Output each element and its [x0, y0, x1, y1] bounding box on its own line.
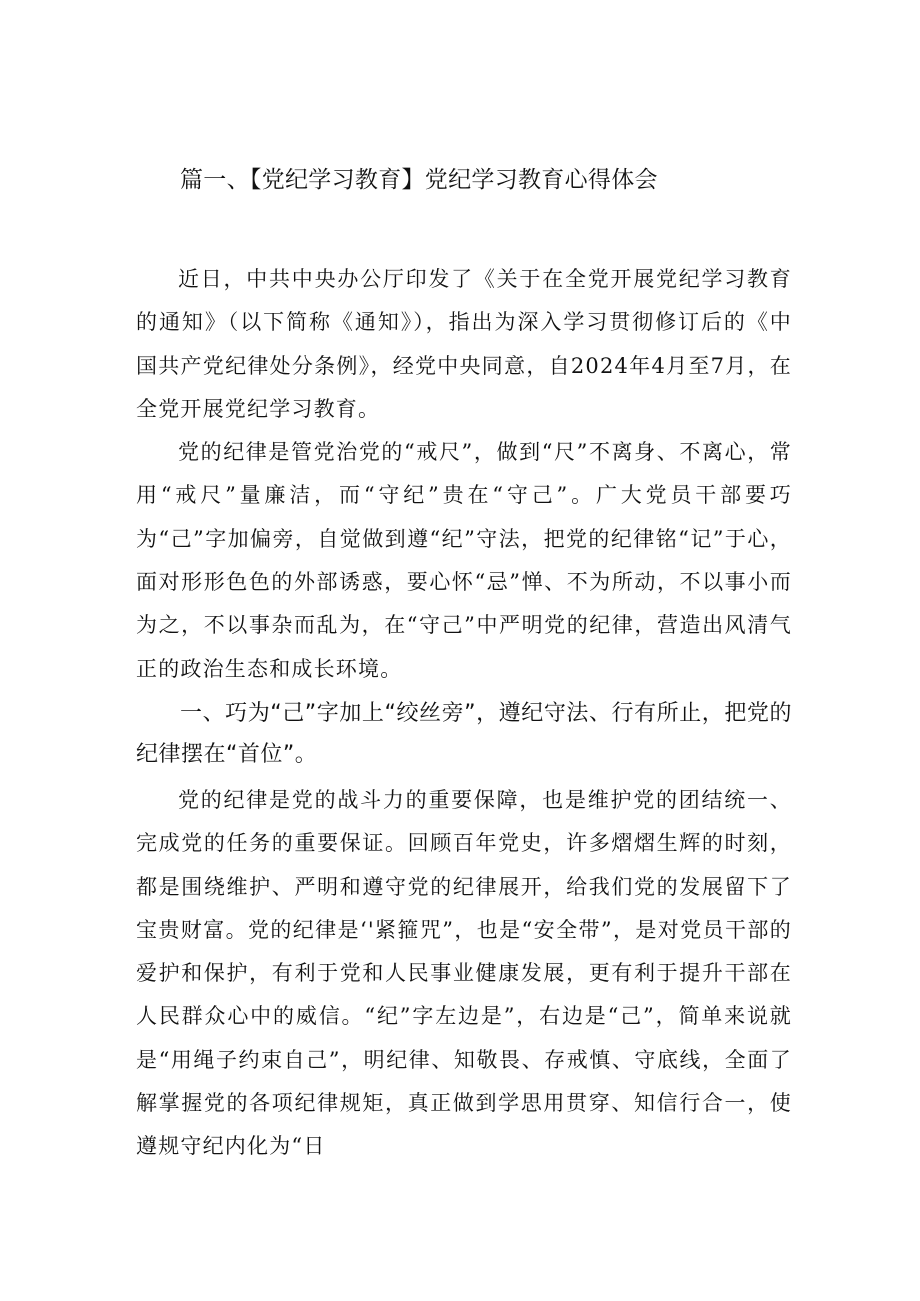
- section-heading-1: 一、巧为“己”字加上“绞丝旁”，遵纪守法、行有所止，把党的纪律摆在“首位”。: [136, 700, 792, 767]
- paragraph-discipline-ruler: 党的纪律是管党治党的“戒尺”，做到“尺”不离身、不离心，常用“戒尺”量廉洁，而“守纪”贵在“守己”。广大党员干部要巧为“己”字加偏旁，自觉做到遵“纪”守法，把党的纪律铭“记”于心，面对形形色色的外部诱惑，要心怀“忌”惮、不为所动，不以事小而为之，不以事杂而乱为，在“守己”中严明党的纪律，营造出风清气正的政治生态和成长环境。: [136, 440, 792, 681]
- paragraph-discipline-guarantee: 党的纪律是党的战斗力的重要保障，也是维护党的团结统一、完成党的任务的重要保证。回顾百年党史，许多熠熠生辉的时刻，都是围绕维护、严明和遵守党的纪律展开，给我们党的发展留下了宝贵财富。党的纪律是‘'紧箍咒”，也是“安全带”，是对党员干部的爱护和保护，有利于党和人民事业健康发展，更有利于提升干部在人民群众心中的威信。“纪”字左边是”，右边是“己”，简单来说就是“用绳子约束自己”，明纪律、知敬畏、存戒慎、守底线，全面了解掌握党的各项纪律规矩，真正做到学思用贯穿、知信行合一，使遵规守纪内化为“日: [136, 787, 792, 1159]
- paragraph-intro: 近日，中共中央办公厅印发了《关于在全党开展党纪学习教育的通知》（以下简称《通知》），指出为深入学习贯彻修订后的《中国共产党纪律处分条例》，经党中央同意，自2024年4月至7月，在全党开展党纪学习教育。: [136, 267, 792, 421]
- document-title: 篇一、【党纪学习教育】党纪学习教育心得体会: [180, 167, 658, 193]
- document-body: [136, 258, 792, 1169]
